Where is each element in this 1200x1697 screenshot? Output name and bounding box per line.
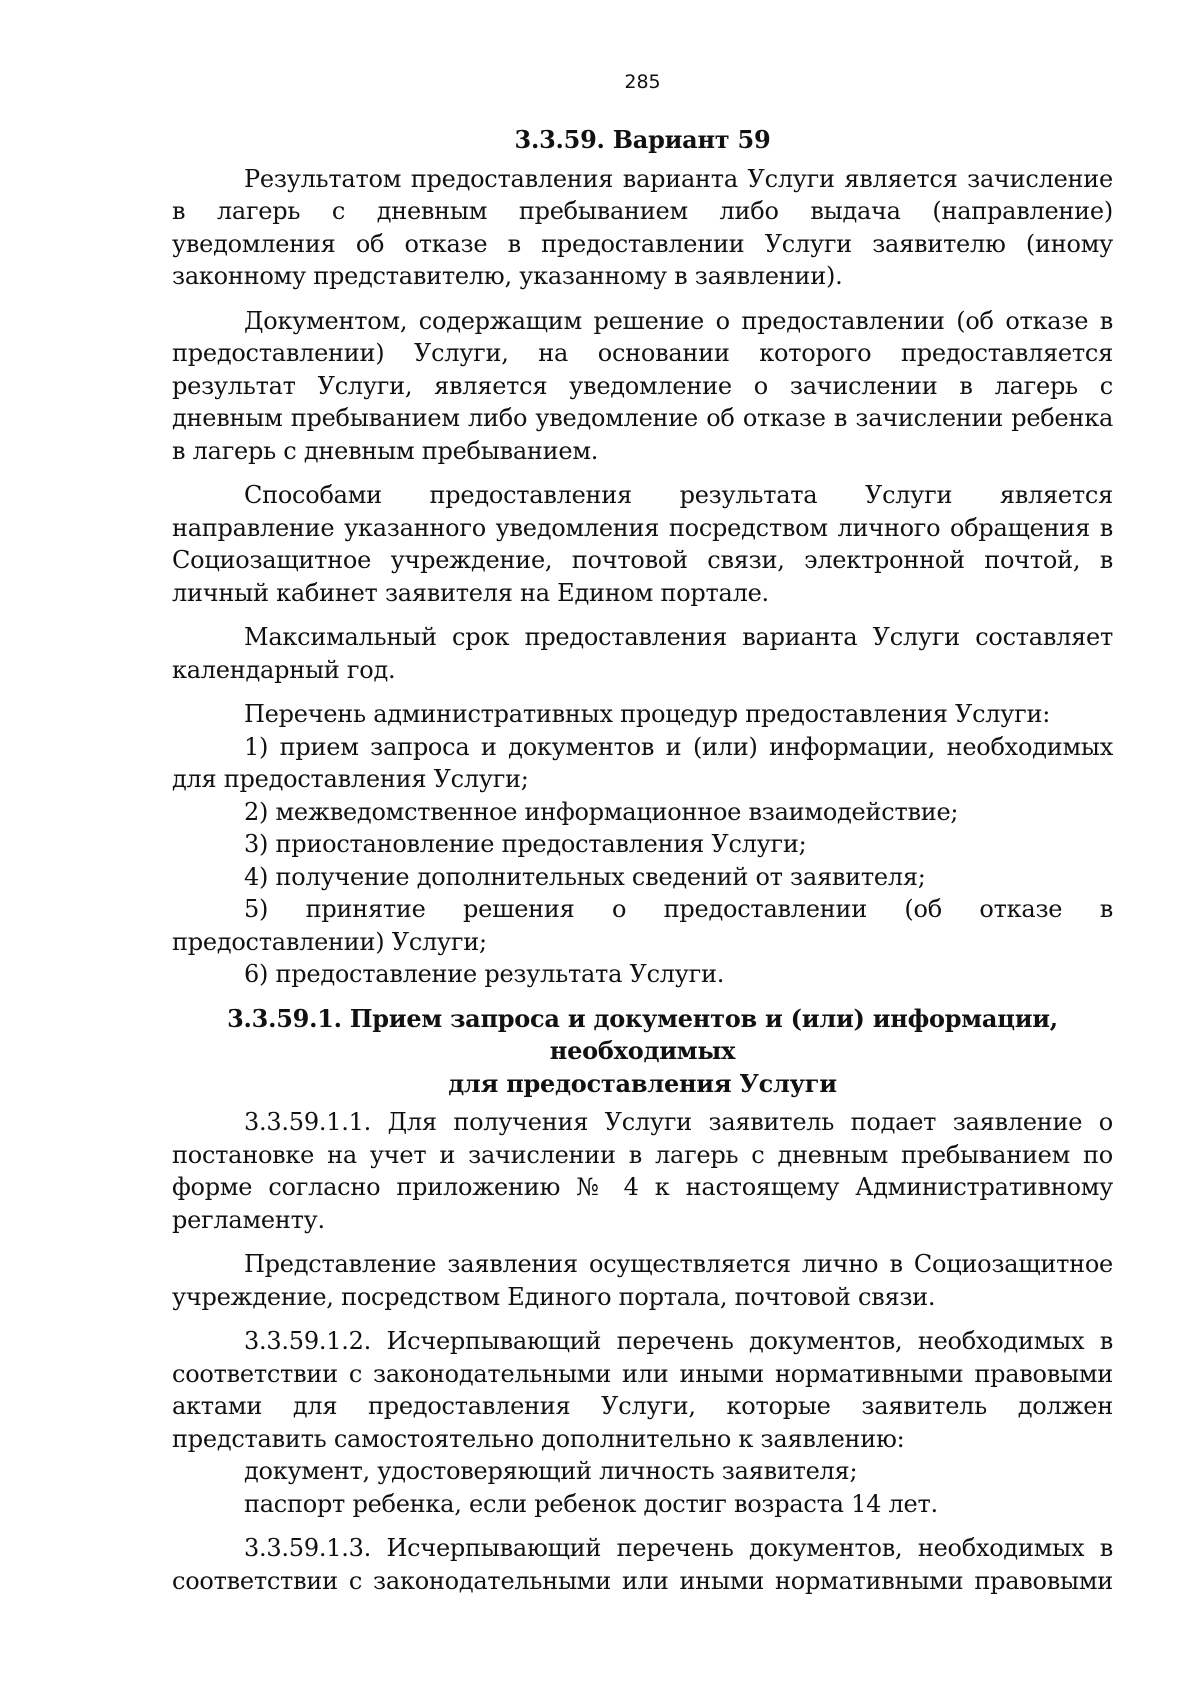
procedure-item-1: 1) прием запроса и документов и (или) информации, необходимых для предоставления Услуги; — [172, 732, 1113, 793]
procedures-title: Перечень административных процедур предоставления Услуги: — [244, 700, 1051, 728]
subsection-paragraph-3: 3.3.59.1.2. Исчерпывающий перечень документов, необходимых в соответствии с законодательными или иными нормативными правовыми актами для предоставления Услуги, которые заявитель должен представить самостоятельно дополнительно к заявлению: — [172, 1327, 1113, 1453]
subsection-title-line-1: 3.3.59.1. Прием запроса и документов и (или) информации, необходимых — [227, 1003, 1058, 1065]
intro-paragraph-1: Результатом предоставления варианта Услуги является зачисление в лагерь с дневным пребыванием либо выдача (направление) уведомления об отказе в предоставлении Услуги заявителю (иному законному представителю, указанному в заявлении). — [172, 164, 1113, 290]
procedure-item-2: 2) межведомственное информационное взаимодействие; — [244, 797, 959, 826]
subsection-title — [172, 1003, 1113, 1101]
document-item-2: паспорт ребенка, если ребенок достиг возраста 14 лет. — [244, 1489, 938, 1518]
procedure-item-4: 4) получение дополнительных сведений от заявителя; — [244, 862, 926, 891]
document-item-1: документ, удостоверяющий личность заявителя; — [244, 1457, 858, 1485]
subsection-paragraph-1: 3.3.59.1.1. Для получения Услуги заявитель подает заявление о постановке на учет и зачислении в лагерь с дневным пребыванием по форме согласно приложению № 4 к настоящему Административному регламенту. — [172, 1108, 1113, 1234]
intro-paragraph-2: Документом, содержащим решение о предоставлении (об отказе в предоставлении) Услуги, на основании которого предоставляется результат Услуги, является уведомление о зачислении в лагерь с дневным пребыванием либо уведомление об отказе в зачислении ребенка в лагерь с дневным пребыванием. — [172, 306, 1113, 465]
procedure-item-3: 3) приостановление предоставления Услуги; — [244, 830, 807, 858]
procedure-item-5: 5) принятие решения о предоставлении (об отказе в предоставлении) Услуги; — [172, 895, 1113, 956]
page-number: 285 — [624, 71, 661, 93]
page-content — [172, 124, 1113, 1609]
subsection-paragraph-2: Представление заявления осуществляется лично в Социозащитное учреждение, посредством Единого портала, почтовой связи. — [172, 1250, 1113, 1311]
procedures-list — [172, 698, 1113, 991]
documents-block — [172, 1325, 1113, 1520]
subsection-title-line-2: для предоставления Услуги — [448, 1068, 837, 1098]
intro-paragraph-4: Максимальный срок предоставления варианта Услуги составляет календарный год. — [172, 623, 1113, 684]
subsection-paragraph-4: 3.3.59.1.3. Исчерпывающий перечень документов, необходимых в соответствии с законодательными или иными нормативными правовыми — [172, 1534, 1113, 1595]
procedure-item-6: 6) предоставление результата Услуги. — [244, 960, 725, 988]
section-title: 3.3.59. Вариант 59 — [514, 125, 771, 154]
intro-paragraph-3: Способами предоставления результата Услуги является направление указанного уведомления посредством личного обращения в Социозащитное учреждение, почтовой связи, электронной почтой, в личный кабинет заявителя на Едином портале. — [172, 481, 1113, 607]
